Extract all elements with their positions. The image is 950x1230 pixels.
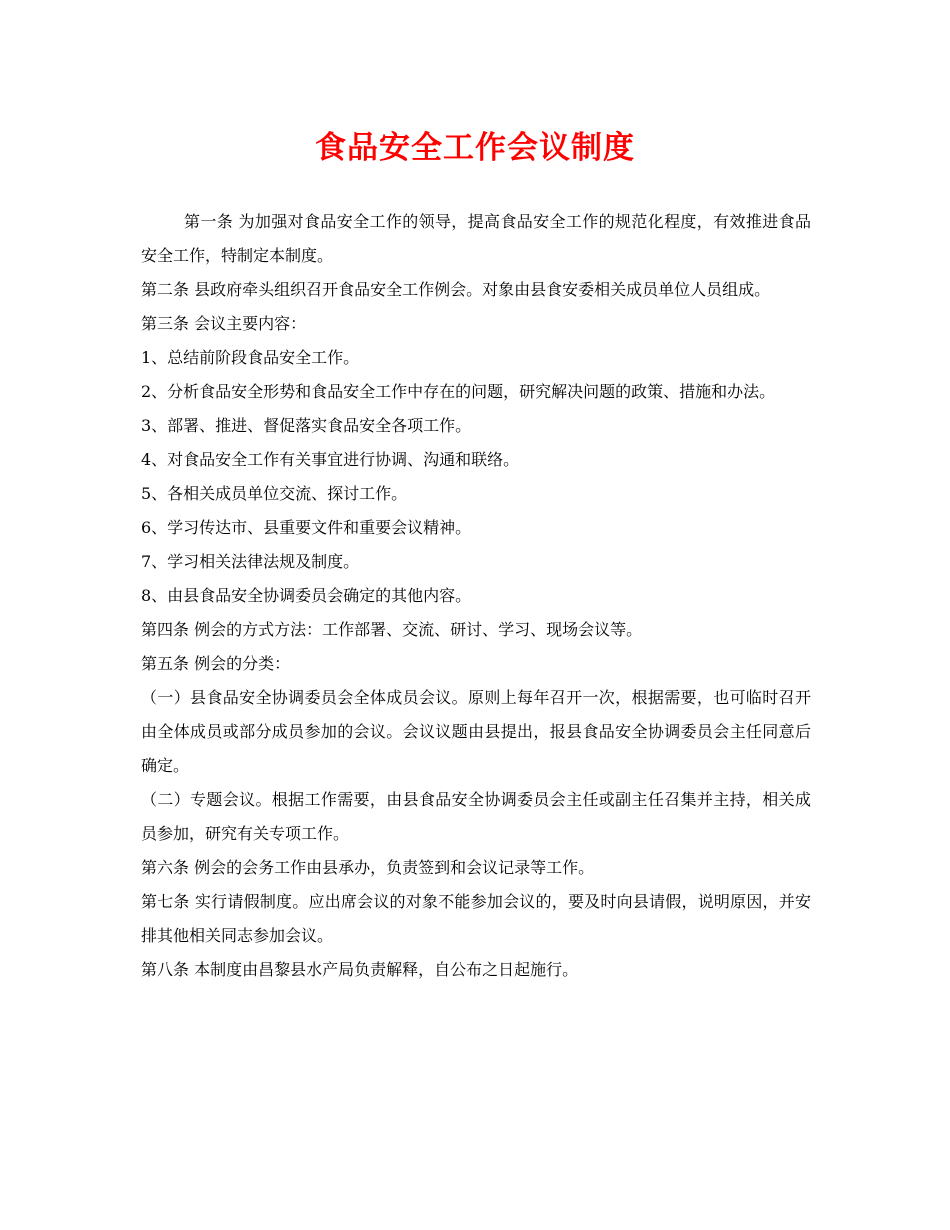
list-item-4: 4、对食品安全工作有关事宜进行协调、沟通和联络。 bbox=[141, 450, 520, 469]
category-2: （二）专题会议。根据工作需要，由县食品安全协调委员会主任或副主任召集并主持，相关成员参加，研究有关专项工作。 bbox=[141, 790, 811, 843]
list-item-1: 1、总结前阶段食品安全工作。 bbox=[141, 348, 360, 367]
list-item-6: 6、学习传达市、县重要文件和重要会议精神。 bbox=[141, 518, 472, 537]
article-7: 第七条 实行请假制度。应出席会议的对象不能参加会议的，要及时向县请假，说明原因，并安排其他相关同志参加会议。 bbox=[141, 892, 811, 945]
document-body bbox=[141, 205, 811, 987]
list-item-7: 7、学习相关法律法规及制度。 bbox=[141, 552, 360, 571]
list-item-3: 3、部署、推进、督促落实食品安全各项工作。 bbox=[141, 416, 472, 435]
article-8: 第八条 本制度由昌黎县水产局负责解释，自公布之日起施行。 bbox=[141, 960, 579, 979]
article-4: 第四条 例会的方式方法：工作部署、交流、研讨、学习、现场会议等。 bbox=[141, 620, 643, 639]
article-3: 第三条 会议主要内容： bbox=[141, 314, 307, 333]
document-title: 食品安全工作会议制度 bbox=[315, 130, 635, 166]
list-item-5: 5、各相关成员单位交流、探讨工作。 bbox=[141, 484, 408, 503]
article-1: 第一条 为加强对食品安全工作的领导，提高食品安全工作的规范化程度，有效推进食品安全工作，特制定本制度。 bbox=[141, 212, 811, 265]
article-2: 第二条 县政府牵头组织召开食品安全工作例会。对象由县食安委相关成员单位人员组成。 bbox=[141, 280, 771, 299]
list-item-8: 8、由县食品安全协调委员会确定的其他内容。 bbox=[141, 586, 472, 605]
list-item-2: 2、分析食品安全形势和食品安全工作中存在的问题，研究解决问题的政策、措施和办法。 bbox=[141, 382, 776, 401]
article-6: 第六条 例会的会务工作由县承办，负责签到和会议记录等工作。 bbox=[141, 858, 595, 877]
category-1: （一）县食品安全协调委员会全体成员会议。原则上每年召开一次，根据需要，也可临时召开由全体成员或部分成员参加的会议。会议议题由县提出，报县食品安全协调委员会主任同意后确定。 bbox=[141, 688, 811, 775]
article-5: 第五条 例会的分类： bbox=[141, 654, 291, 673]
